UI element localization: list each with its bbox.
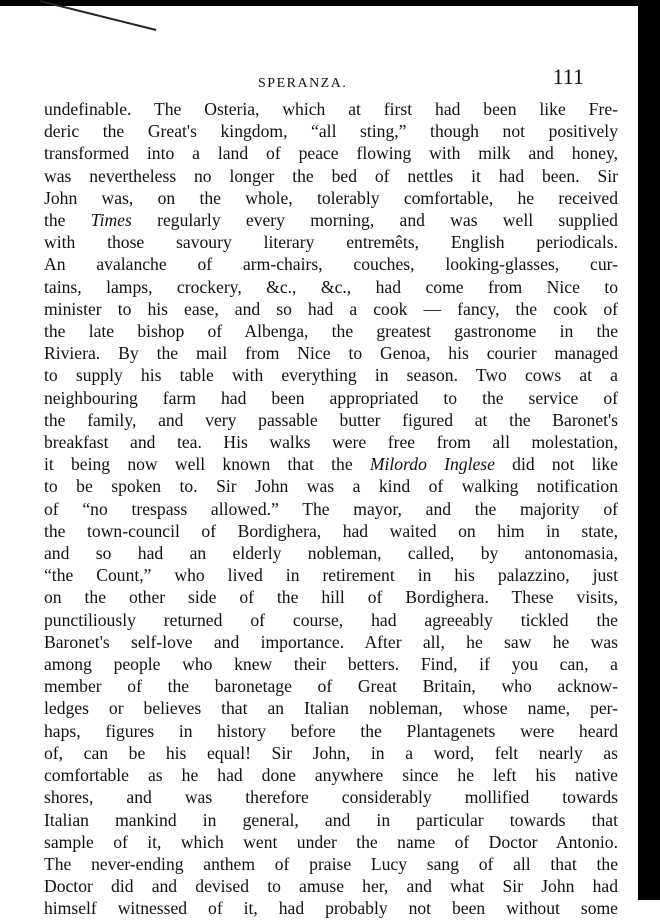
book-page [44, 62, 618, 920]
scan-border-top [0, 0, 660, 14]
text-line: with those savoury literary entremêts, English periodicals. [44, 232, 618, 253]
text-line: “the Count,” who lived in retirement in his palazzino, just [44, 565, 618, 586]
body-text [44, 98, 618, 920]
running-title: SPERANZA. [258, 76, 348, 91]
text-line: member of the baronetage of Great Britain, who acknow- [44, 676, 618, 697]
text-line: of, can be his equal! Sir John, in a word, felt nearly as [44, 742, 618, 763]
text-line: the town-council of Bordighera, had waited on him in state, [44, 520, 618, 541]
running-head [44, 62, 618, 98]
page-number: 111 [552, 64, 584, 89]
text-line: haps, figures in history before the Plantagenets were heard [44, 720, 618, 741]
text-line: the family, and very passable butter figured at the Baronet's [44, 409, 618, 430]
text-line: was nevertheless no longer the bed of nettles it had been. Sir [44, 165, 618, 186]
text-line: tains, lamps, crockery, &c., &c., had come from Nice to [44, 276, 618, 297]
text-line: John was, on the whole, tolerably comfortable, he received [44, 187, 618, 208]
text-line: An avalanche of arm-chairs, couches, looking-glasses, cur- [44, 254, 618, 275]
text-line: Italian mankind in general, and in particular towards that [44, 809, 618, 830]
text-line: himself witnessed of it, had probably not been without some [44, 898, 618, 919]
scan-border-right [638, 0, 660, 900]
text-line: Riviera. By the mail from Nice to Genoa, his courier managed [44, 343, 618, 364]
text-line: to supply his table with everything in season. Two cows at a [44, 365, 618, 386]
text-line: sample of it, which went under the name of Doctor Antonio. [44, 831, 618, 852]
text-line: deric the Great's kingdom, “all sting,” though not positively [44, 121, 618, 142]
text-line: ledges or believes that an Italian nobleman, whose name, per- [44, 698, 618, 719]
text-line: undefinable. The Osteria, which at first had been like Fre- [44, 99, 618, 119]
text-line: of “no trespass allowed.” The mayor, and the majority of [44, 498, 618, 519]
text-line: Doctor did and devised to amuse her, and what Sir John had [44, 876, 618, 897]
text-line: Baronet's self-love and importance. After all, he saw he was [44, 631, 618, 652]
text-line: the Times regularly every morning, and was well supplied [44, 210, 618, 231]
text-line: among people who knew their betters. Find, if you can, a [44, 654, 618, 675]
text-line: on the other side of the hill of Bordighera. These visits, [44, 587, 618, 608]
text-line: neighbouring farm had been appropriated to the service of [44, 387, 618, 408]
text-line: shores, and was therefore considerably mollified towards [44, 787, 618, 808]
text-line: minister to his ease, and so had a cook — fancy, the cook of [44, 298, 618, 319]
text-line: comfortable as he had done anywhere since he left his native [44, 765, 618, 786]
text-line: the late bishop of Albenga, the greatest gastronome in the [44, 321, 618, 342]
text-line: breakfast and tea. His walks were free from all molestation, [44, 432, 618, 453]
text-line: The never-ending anthem of praise Lucy sang of all that the [44, 853, 618, 874]
text-line: and so had an elderly nobleman, called, by antonomasia, [44, 543, 618, 564]
text-line: to be spoken to. Sir John was a kind of walking notification [44, 476, 618, 497]
text-line: punctiliously returned of course, had agreeably tickled the [44, 609, 618, 630]
text-line: transformed into a land of peace flowing with milk and honey, [44, 143, 618, 164]
text-line: it being now well known that the Milordo Inglese did not like [44, 454, 618, 475]
